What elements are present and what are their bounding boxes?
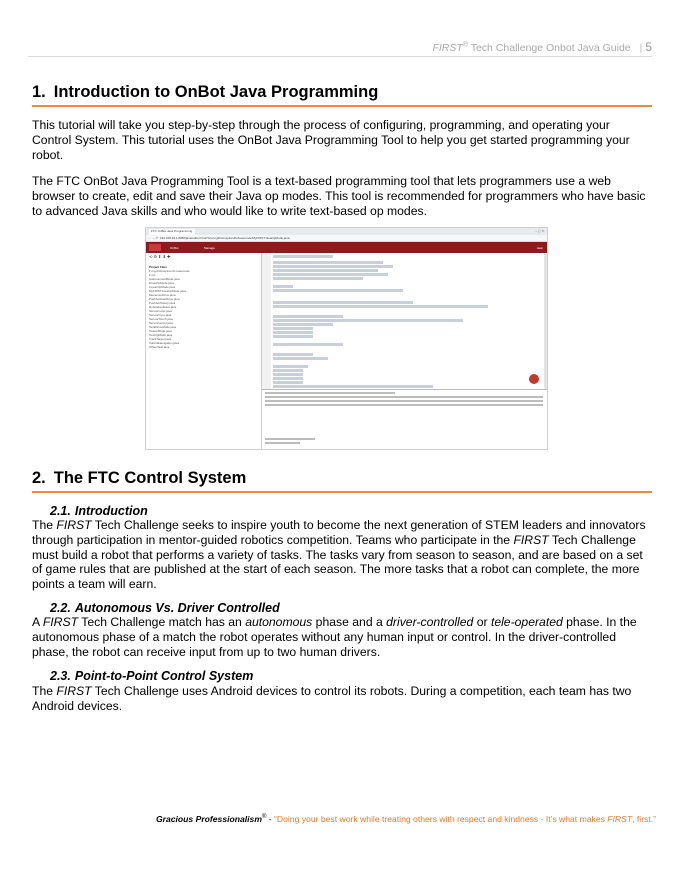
running-header — [432, 40, 652, 54]
code-line — [273, 373, 303, 376]
nav-arrows-icon: ← → ⟳ — [148, 236, 159, 240]
footer-dash: - — [266, 814, 275, 824]
subsection-2-3-number: 2.3. — [50, 669, 71, 683]
onbot-app-bar — [146, 242, 547, 253]
subsection-2-2-number: 2.2. — [50, 601, 71, 615]
page-footer — [0, 814, 656, 824]
tree-item: MyFIRSTJavaOpMode.java — [149, 289, 186, 293]
text-run: Tech Challenge seeks to inspire youth to become the next generation of STEM leaders and innovators through participation in mentor-guided robotics competition. Teams who participate in the — [32, 518, 646, 547]
tree-item: AutonomousMode.java — [149, 277, 180, 281]
text-run: Tech Challenge must build a robot that performs a variety of tasks. The tasks vary from season to season, and are based on a set of game rules that are published at the start of each season. The more tasks that a robot can complete, the more points a team will earn. — [32, 532, 643, 592]
project-files-label: Project Files — [149, 265, 167, 269]
app-menu-manage: Manage — [204, 246, 215, 250]
project-toolbar: ⟲ ⚙ ⬆ ⬇ ✚ — [149, 254, 171, 259]
code-line — [273, 353, 313, 356]
code-line — [273, 315, 343, 318]
subsection-2-1-heading — [50, 504, 148, 518]
window-controls-icon: – ▢ ✕ — [535, 229, 544, 233]
header-reg: ® — [462, 41, 468, 49]
driver-controlled-emphasis: driver-controlled — [386, 615, 474, 629]
subsection-2-3-heading — [50, 669, 253, 683]
header-rule — [28, 56, 652, 57]
text-run: , first.” — [632, 814, 656, 824]
console-line — [265, 438, 315, 440]
subsection-2-1-title: Introduction — [74, 504, 148, 518]
header-first: FIRST — [432, 42, 463, 54]
browser-url: 192.168.49.1:8080/java/editor.html?/src/org/firstinspires/ftc/teamcode/MyFIRSTJavaOpMode.java — [160, 236, 290, 240]
tree-item: TrackTarget.java — [149, 337, 172, 341]
text-run: The — [32, 684, 57, 698]
code-line — [273, 343, 343, 346]
tree-item: DriveOpMode.java — [149, 281, 174, 285]
console-line — [265, 400, 543, 402]
code-line — [273, 377, 303, 380]
tree-item: TankDriveMode.java — [149, 325, 177, 329]
tree-item: PushbotAutoDrive.java — [149, 297, 180, 301]
footer-quote — [274, 814, 656, 824]
first-emphasis: FIRST — [513, 532, 549, 547]
text-run: phase and a — [312, 615, 387, 629]
text-run: phase. In the autonomous phase of a match the robot operates without any human input or control. In the driver-controlled phase, the robot can receive input from up to two human drivers. — [32, 615, 637, 659]
code-line — [273, 369, 303, 372]
tree-item: RobotHardware.java — [149, 305, 177, 309]
text-run: “Doing your best work while treating others with respect and kindness - It’s what makes — [274, 814, 608, 824]
console-line — [265, 392, 395, 394]
browser-tab-bar — [146, 228, 547, 235]
section-2-number: 2. — [32, 469, 46, 487]
browser-tab: FTC OnBot Java Programming — [149, 229, 195, 235]
browser-url-bar — [146, 235, 547, 242]
onbot-java-screenshot — [145, 227, 548, 450]
footer-reg: ® — [261, 814, 267, 821]
page-number: 5 — [645, 40, 652, 54]
tele-operated-emphasis: tele-operated — [490, 615, 563, 629]
tree-item: SensorTouch.java — [149, 317, 173, 321]
code-line — [273, 319, 463, 322]
section-1-paragraph-2: The FTC OnBot Java Programming Tool is a text-based programming tool that lets programmers use a web browser to create, edit and save their Java op modes. This tool is recommended for programmers who have basic to advanced Java skills and who would like to write text-based op modes. — [32, 174, 646, 218]
console-line — [265, 404, 543, 406]
code-line — [273, 365, 308, 368]
build-button-icon — [529, 374, 539, 384]
editor-scrollbar — [544, 253, 547, 389]
line-gutter — [262, 253, 271, 389]
code-line — [273, 285, 293, 288]
tree-item: MecanumDrive.java — [149, 293, 176, 297]
app-menu-onbot: OnBot — [170, 246, 179, 250]
code-line — [273, 255, 333, 258]
footer-gp: Gracious Professionalism — [155, 814, 262, 824]
section-2-heading — [32, 469, 652, 493]
code-line — [273, 357, 328, 360]
tree-item: LinearOpMode.java — [149, 285, 176, 289]
code-line — [273, 323, 333, 326]
tree-item: WheelTest.java — [149, 345, 170, 349]
subsection-2-1-paragraph — [32, 518, 648, 592]
code-line — [273, 265, 393, 268]
tree-item: ▾ org.firstinspires.ftc.teamcode — [149, 269, 190, 273]
first-emphasis: FIRST — [607, 814, 633, 824]
code-line — [273, 331, 313, 334]
text-run: The — [32, 518, 57, 532]
build-console — [262, 389, 547, 449]
code-line — [273, 327, 313, 330]
text-run: Tech Challenge uses Android devices to control its robots. During a competition, each team has two Android devices. — [32, 684, 632, 713]
subsection-2-3-title: Point-to-Point Control System — [74, 669, 254, 683]
section-1-heading — [32, 83, 652, 107]
console-line — [265, 442, 300, 444]
subsection-2-1-number: 2.1. — [50, 504, 71, 518]
code-line — [273, 273, 388, 276]
subsection-2-2-title: Autonomous Vs. Driver Controlled — [74, 601, 280, 615]
text-run: A — [32, 615, 43, 629]
console-line — [265, 396, 543, 398]
first-emphasis: FIRST — [56, 684, 92, 698]
subsection-2-2-paragraph — [32, 615, 648, 659]
first-logo-icon — [149, 244, 161, 251]
app-help: Help — [536, 246, 543, 250]
subsection-2-2-heading — [50, 601, 280, 615]
text-run: Tech Challenge match has an — [78, 615, 246, 629]
header-title: Tech Challenge Onbot Java Guide — [467, 42, 631, 54]
code-line — [273, 335, 313, 338]
section-1-paragraph-1: This tutorial will take you step-by-step through the process of configuring, programming, and operating your Control System. This tutorial uses the OnBot Java Programming Tool to help you get started programming your robot. — [32, 118, 630, 162]
code-line — [273, 301, 413, 304]
first-emphasis: FIRST — [56, 518, 92, 532]
first-emphasis: FIRST — [42, 615, 79, 629]
tree-item: ▾ src — [149, 273, 156, 277]
code-line — [273, 289, 403, 292]
autonomous-emphasis: autonomous — [245, 615, 313, 629]
tree-item: TestOpMode.java — [149, 333, 173, 337]
section-2-title: The FTC Control System — [53, 469, 247, 487]
tree-item: ServoControl.java — [149, 321, 173, 325]
code-line — [273, 381, 303, 384]
code-line — [273, 269, 378, 272]
code-editor — [262, 253, 547, 389]
section-1-title: Introduction to OnBot Java Programming — [53, 83, 379, 101]
code-line — [273, 277, 363, 280]
code-line — [273, 305, 488, 308]
header-separator: | — [639, 42, 643, 54]
code-line — [273, 261, 383, 264]
tree-item: SensorColor.java — [149, 309, 172, 313]
tree-item: SensorGyro.java — [149, 313, 172, 317]
project-files-pane — [146, 253, 262, 449]
code-line — [273, 385, 433, 388]
section-1-number: 1. — [32, 83, 46, 101]
text-run: or — [473, 615, 491, 629]
project-tree — [146, 265, 261, 349]
tree-item: PushbotTeleop.java — [149, 301, 176, 305]
subsection-2-3-paragraph — [32, 684, 648, 714]
tree-item: VuforiaNavigation.java — [149, 341, 179, 345]
tree-item: TeleopMode.java — [149, 329, 172, 333]
